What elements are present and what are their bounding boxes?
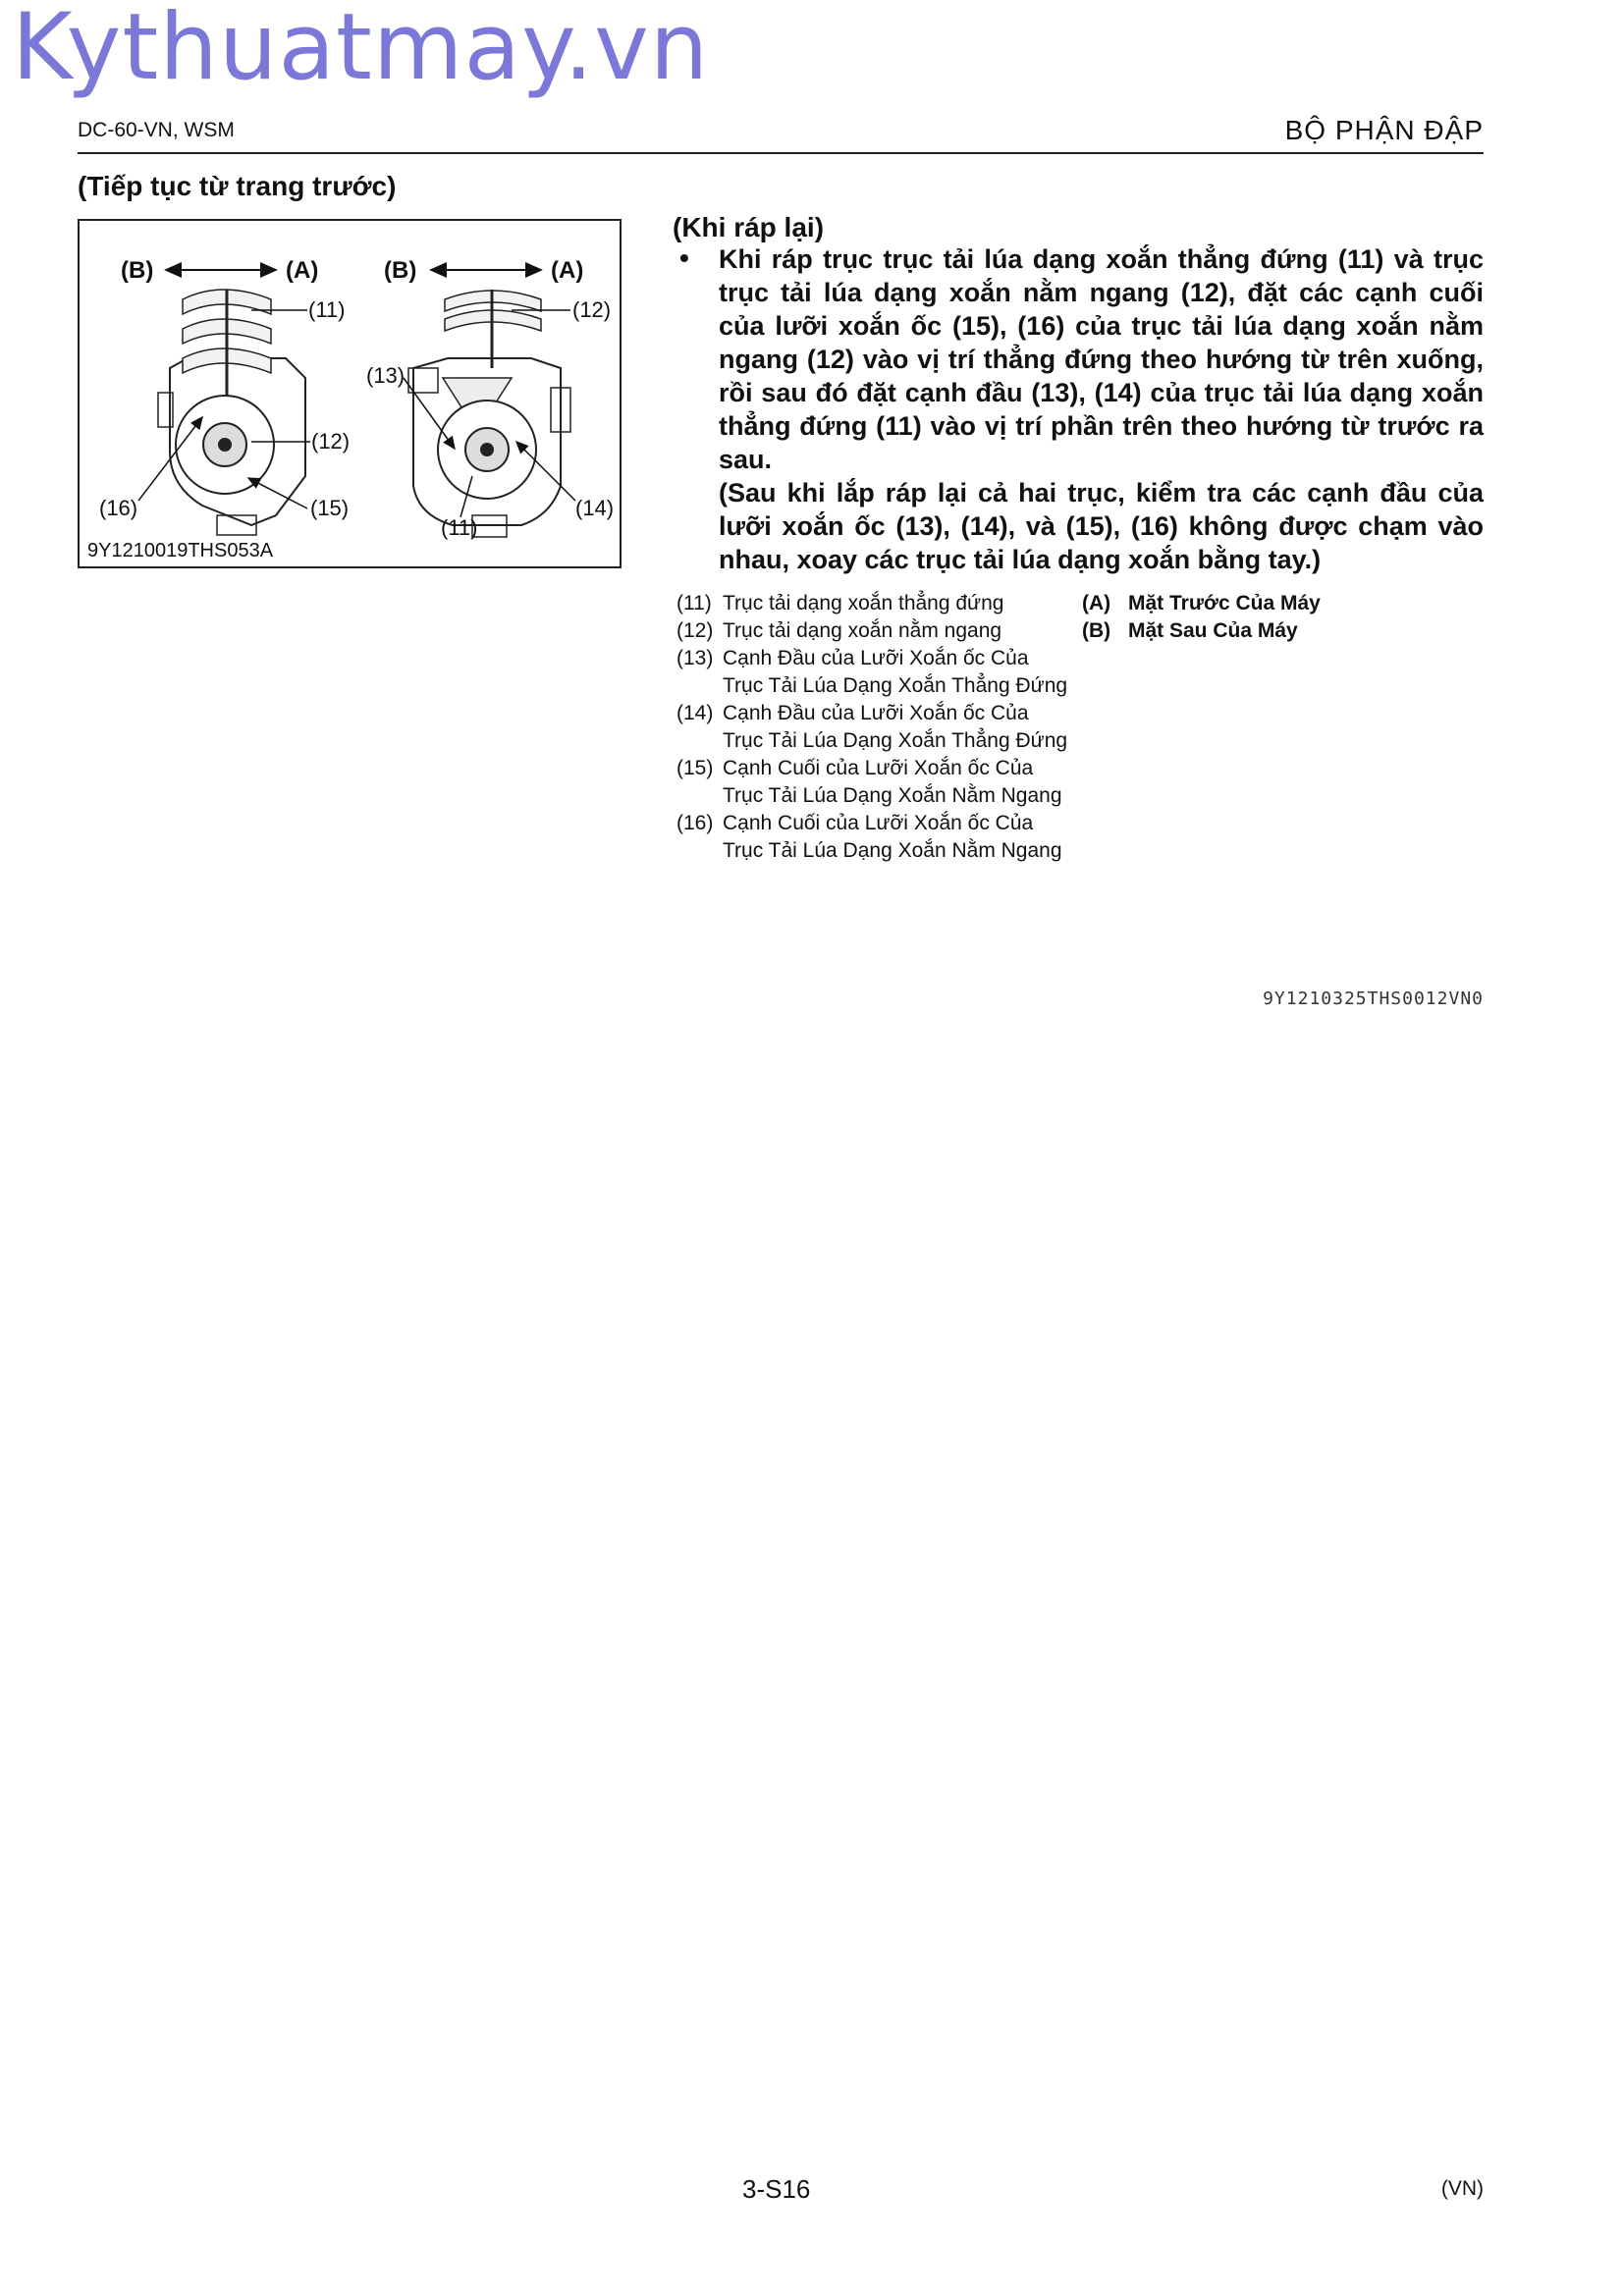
legend-item (676, 645, 1069, 700)
figure-code: 9Y1210019THS053A (87, 540, 274, 561)
legend-text: Cạnh Đầu của Lưỡi Xoắn ốc Của Trục Tải Lúa Dạng Xoắn Thẳng Đứng (723, 647, 1068, 697)
left-label-b: (B) (121, 257, 154, 284)
legend-item (1082, 617, 1475, 645)
left-view (99, 257, 350, 535)
right-callout-13: (13) (366, 363, 406, 388)
legend-num: (11) (676, 592, 712, 614)
legend-item (676, 590, 1069, 617)
right-label-b: (B) (384, 257, 417, 284)
legend-num: (13) (676, 647, 714, 669)
left-label-a: (A) (286, 257, 319, 284)
direction-legend (1082, 590, 1475, 645)
legend-item (676, 810, 1069, 865)
legend-item (676, 755, 1069, 810)
bullet-symbol: • (679, 242, 689, 273)
right-callout-11: (11) (441, 515, 478, 540)
right-view (366, 257, 614, 540)
legend-text: Trục tải dạng xoắn nằm ngang (723, 619, 1002, 642)
legend-num: (16) (676, 812, 714, 834)
legend-text: Cạnh Đầu của Lưỡi Xoắn ốc Của Trục Tải Lúa Dạng Xoắn Thẳng Đứng (723, 702, 1068, 752)
legend-item (1082, 590, 1475, 617)
legend-item (676, 700, 1069, 755)
left-callout-15: (15) (310, 496, 350, 520)
legend-text: Cạnh Cuối của Lưỡi Xoắn ốc Của Trục Tải Lúa Dạng Xoắn Nằm Ngang (723, 812, 1062, 862)
legend-text: Mặt Trước Của Máy (1128, 592, 1321, 614)
parts-legend (676, 590, 1069, 865)
header-divider (78, 152, 1484, 154)
section-title: BỘ PHẬN ĐẬP (1284, 115, 1484, 145)
left-callout-12: (12) (311, 429, 351, 454)
legend-num: (B) (1082, 619, 1111, 642)
left-callout-11: (11) (308, 297, 346, 322)
continued-label: (Tiếp tục từ trang trước) (78, 171, 397, 201)
bullet-text: Khi ráp trục trục tải lúa dạng xoắn thẳng đứng (11) và trục trục tải lúa dạng xoắn nằm ngang (12), đặt các cạnh cuối của lưỡi xoắn ốc (15), (16) của trục tải lúa dạng xoắn nằm ngang (12) vào vị trí thẳng đứng theo hướng từ trên xuống, rồi sau đó đặt cạnh đầu (13), (14) của trục tải lúa dạng xoắn thẳng đứng (11) vào vị trí phần trên theo hướng từ trước ra sau. (719, 244, 1484, 474)
right-label-a: (A) (551, 257, 584, 284)
legend-num: (15) (676, 757, 714, 779)
legend-item (676, 617, 1069, 645)
right-callout-14: (14) (575, 496, 615, 520)
page-number: 3-S16 (742, 2174, 811, 2204)
legend-num: (A) (1082, 592, 1111, 614)
legend-text: Mặt Sau Của Máy (1128, 619, 1298, 642)
right-callout-12: (12) (572, 297, 612, 322)
legend-text: Cạnh Cuối của Lưỡi Xoắn ốc Của Trục Tải Lúa Dạng Xoắn Nằm Ngang (723, 757, 1062, 807)
auger-diagram (80, 221, 623, 570)
left-callout-16: (16) (99, 496, 138, 520)
assembly-figure (78, 219, 622, 568)
reassembly-bullet (679, 242, 1484, 576)
legend-num: (12) (676, 619, 714, 642)
language-code: (VN) (1440, 2177, 1484, 2200)
reassembly-subheading: (Khi ráp lại) (673, 212, 825, 242)
watermark-logo: Kythuatmay.vn (12, 0, 710, 101)
legend-text: Trục tải dạng xoắn thẳng đứng (723, 592, 1004, 614)
bullet-note: (Sau khi lắp ráp lại cả hai trục, kiểm tra các cạnh đầu của lưỡi xoắn ốc (13), (14), và (15), (16) không được chạm vào nhau, xoay các trục tải lúa dạng xoắn bằng tay.) (719, 478, 1484, 574)
document-id: 9Y1210325THS0012VN0 (1263, 988, 1484, 1009)
document-code: DC-60-VN, WSM (78, 119, 235, 141)
legend-num: (14) (676, 702, 714, 724)
